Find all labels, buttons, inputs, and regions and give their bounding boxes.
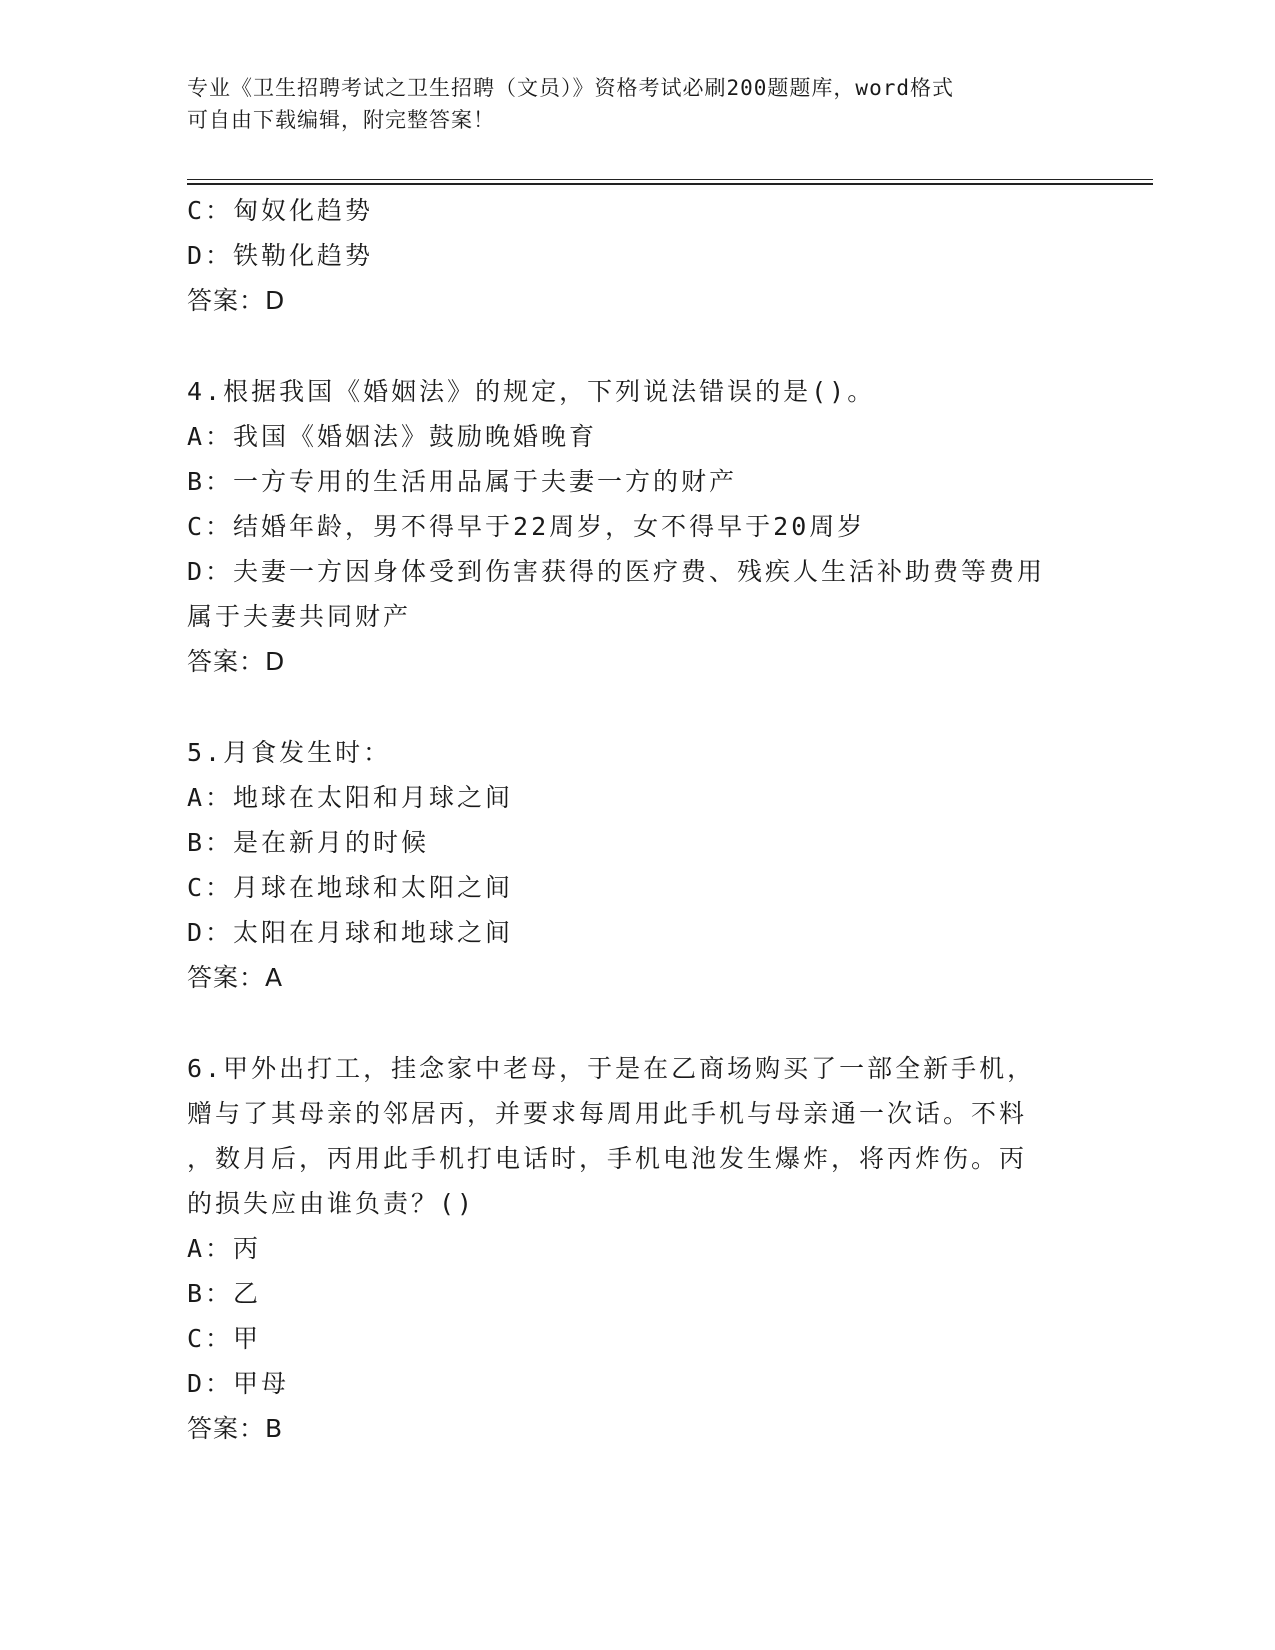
question-stem-line-2: 赠与了其母亲的邻居丙，并要求每周用此手机与母亲通一次话。不料 (187, 1099, 1028, 1128)
option-d: D：太阳在月球和地球之间 (187, 918, 514, 947)
question-stem-line-4: 的损失应由谁负责？() (187, 1189, 476, 1218)
spacer (187, 684, 1087, 730)
question-stem-line-1: 6.甲外出打工，挂念家中老母，于是在乙商场购买了一部全新手机， (187, 1054, 1036, 1083)
option-b: B：乙 (187, 1279, 262, 1308)
option-a: A：地球在太阳和月球之间 (187, 783, 514, 812)
option-c: C：结婚年龄，男不得早于22周岁，女不得早于20周岁 (187, 512, 866, 541)
question-4 (187, 369, 1087, 684)
question-stem: 4.根据我国《婚姻法》的规定，下列说法错误的是()。 (187, 377, 876, 406)
option-c: C：匈奴化趋势 (187, 196, 374, 225)
answer: 答案：B (187, 1414, 284, 1443)
header-divider-thick (187, 183, 1153, 185)
option-c: C：甲 (187, 1324, 262, 1353)
spacer (187, 1000, 1087, 1046)
answer: 答案：A (187, 963, 284, 992)
option-d-line-2: 属于夫妻共同财产 (187, 602, 412, 631)
question-3 (187, 188, 1087, 323)
option-c: C：月球在地球和太阳之间 (187, 873, 514, 902)
question-5 (187, 730, 1087, 1000)
header-title-line-1: 专业《卫生招聘考试之卫生招聘（文员）》资格考试必刷200题题库，word格式 (187, 76, 954, 100)
option-b: B：是在新月的时候 (187, 828, 430, 857)
option-d: D：甲母 (187, 1369, 290, 1398)
header-divider-thin (187, 179, 1153, 180)
option-a: A：丙 (187, 1234, 262, 1263)
question-stem-line-3: ，数月后，丙用此手机打电话时，手机电池发生爆炸，将丙炸伤。丙 (187, 1144, 1028, 1173)
option-d: D：铁勒化趋势 (187, 241, 374, 270)
document-header (187, 72, 1087, 136)
answer: 答案：D (187, 647, 286, 676)
answer: 答案：D (187, 286, 286, 315)
header-title-line-2: 可自由下载编辑，附完整答案！ (187, 108, 495, 132)
option-b: B：一方专用的生活用品属于夫妻一方的财产 (187, 467, 738, 496)
question-6 (187, 1046, 1087, 1451)
spacer (187, 323, 1087, 369)
option-d-line-1: D：夫妻一方因身体受到伤害获得的医疗费、残疾人生活补助费等费用 (187, 557, 1046, 586)
question-stem: 5.月食发生时： (187, 738, 392, 767)
option-a: A：我国《婚姻法》鼓励晚婚晚育 (187, 422, 598, 451)
question-list (187, 188, 1087, 1451)
